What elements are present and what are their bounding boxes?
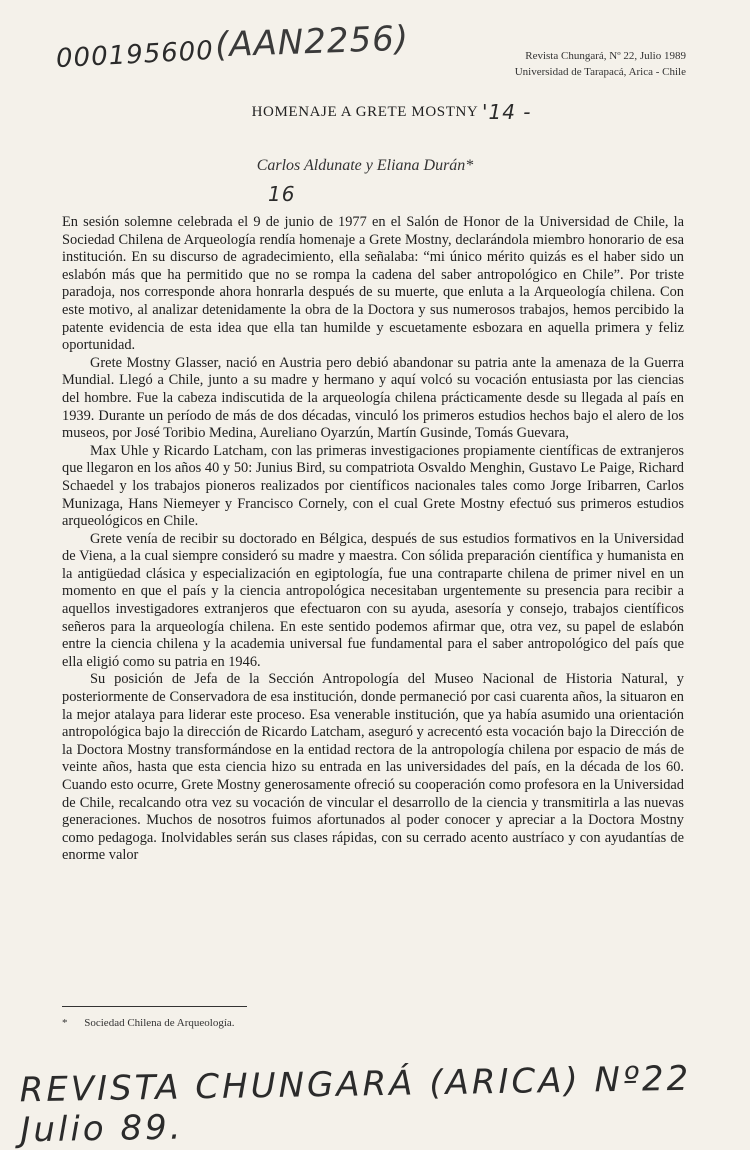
paragraph: En sesión solemne celebrada el 9 de junio de 1977 en el Salón de Honor de la Universidad de Chile, la Sociedad Chilena de Arqueología rendía homenaje a Grete Mostny, declarándola miembro honorario de esa institución. En su discurso de agradecimiento, ella señalaba: “mi único mérito quizás es el haber sido un eslabón más que ha permitido que no se rompa la cadena del saber antropológico en Chile”. Por triste paradoja, nos corresponde ahora honrarla después de su muerte, que enluta a la Arqueología chilena. Con este motivo, al analizar detenidamente la obra de la Doctora y sus numerosos trabajos, hemos percibido la patente evidencia de esta idea que ella tan humilde y escuetamente esbozara en aquella primera y feliz oportunidad.	[62, 214, 684, 354]
footnote-mark: *	[62, 1017, 68, 1029]
handwritten-catalog-code: 000195600	[55, 35, 215, 75]
article-authors: Carlos Aldunate y Eliana Durán*	[256, 157, 474, 174]
paragraph: Grete venía de recibir su doctorado en Bélgica, después de sus estudios formativos en la Universidad de Viena, a la cual siempre consideró su madre y maestra. Con sólida preparación científica y humanista en la antigüedad clásica y especialización en egiptología, fue una contraparte chilena de primer nivel en un momento en que el país y la ciencia antropológica necesitaban urgentemente su presencia para recibir a aquellos investigadores extranjeros que efectuaron con su ayuda, asesoría y consejo, trabajos científicos señeros para la arqueología chilena. En este sentido podemos afirmar que, otra vez, su papel de eslabón entre la ciencia chilena y la academia universal fue fundamental para el saber antropológico del país que ella eligió como su patria en 1946.	[62, 530, 684, 670]
footnote-divider	[62, 1006, 247, 1007]
footnote	[62, 1017, 235, 1029]
footnote-text: Sociedad Chilena de Arqueología.	[84, 1017, 235, 1029]
paragraph: Su posición de Jefa de la Sección Antropología del Museo Nacional de Historia Natural, y posteriormente de Conservadora de esa institución, donde permaneció por casi cuarenta años, la situaron en la mejor atalaya para liderar este proceso. Esa venerable institución, que ya había asumido una orientación antropológica bajo la dirección de Ricardo Latcham, aseguró y acrecentó esta vocación bajo la Dirección de la Doctora Mostny transformándose en la entidad rectora de la antropología chilena por espacio de más de veinte años, hasta que esta ciencia hizo su entrada en las universidades del país, en la década de los 60. Cuando esto ocurre, Grete Mostny generosamente ofreció su cooperación como profesora en la Universidad de Chile, recalcando otra vez su vocación de vincular el desarrollo de la ciencia y transmitirla a las nuevas generaciones. Muchos de nosotros fuimos afortunados al poder conocer y apreciar a la Doctora Mostny como pedagoga. Inolvidables serán sus clases rápidas, con su cerrado acento austríaco y con ayudantías de enorme valor	[62, 671, 684, 864]
paragraph: Grete Mostny Glasser, nació en Austria pero debió abandonar su patria ante la amenaza de la Guerra Mundial. Llegó a Chile, junto a su madre y hermano y aquí volcó su vocación entusiasta por las ciencias del hombre. Fue la cabeza indiscutida de la arqueología chilena prácticamente desde su llegada al país en 1939. Durante un período de más de dos décadas, vinculó los primeros estudios hechos bajo el alero de los museos, por José Toribio Medina, Aureliano Oyarzún, Martín Gusinde, Tomás Guevara,	[62, 354, 684, 442]
journal-citation: Revista Chungará, Nº 22, Julio 1989	[525, 50, 686, 62]
handwritten-footer-citation: REVISTA CHUNGARÁ (ARICA) Nº22 Julio 89.	[19, 1058, 692, 1150]
handwritten-reference: (AAN2256)	[214, 18, 410, 66]
handwritten-number-mark: 16	[268, 182, 296, 206]
article-body	[62, 214, 684, 865]
article-title: HOMENAJE A GRETE MOSTNY	[251, 104, 479, 120]
journal-institution: Universidad de Tarapacá, Arica - Chile	[514, 66, 686, 78]
journal-header	[515, 48, 686, 80]
paragraph: Max Uhle y Ricardo Latcham, con las primeras investigaciones propiamente científicas de extranjeros que llegaron en los años 40 y 50: Junius Bird, su compatriota Osvaldo Menghin, Gustavo Le Paige, Richard Schaedel y los trabajos pioneros realizados por científicos nacionales tales como Jorge Iribarren, Carlos Munizaga, Hans Niemeyer y Francisco Cornely, con el cual Grete Mostny efectuó sus primeros estudios arqueológicos en Chile.	[62, 442, 684, 530]
handwritten-page-mark: '14 -	[482, 100, 532, 124]
